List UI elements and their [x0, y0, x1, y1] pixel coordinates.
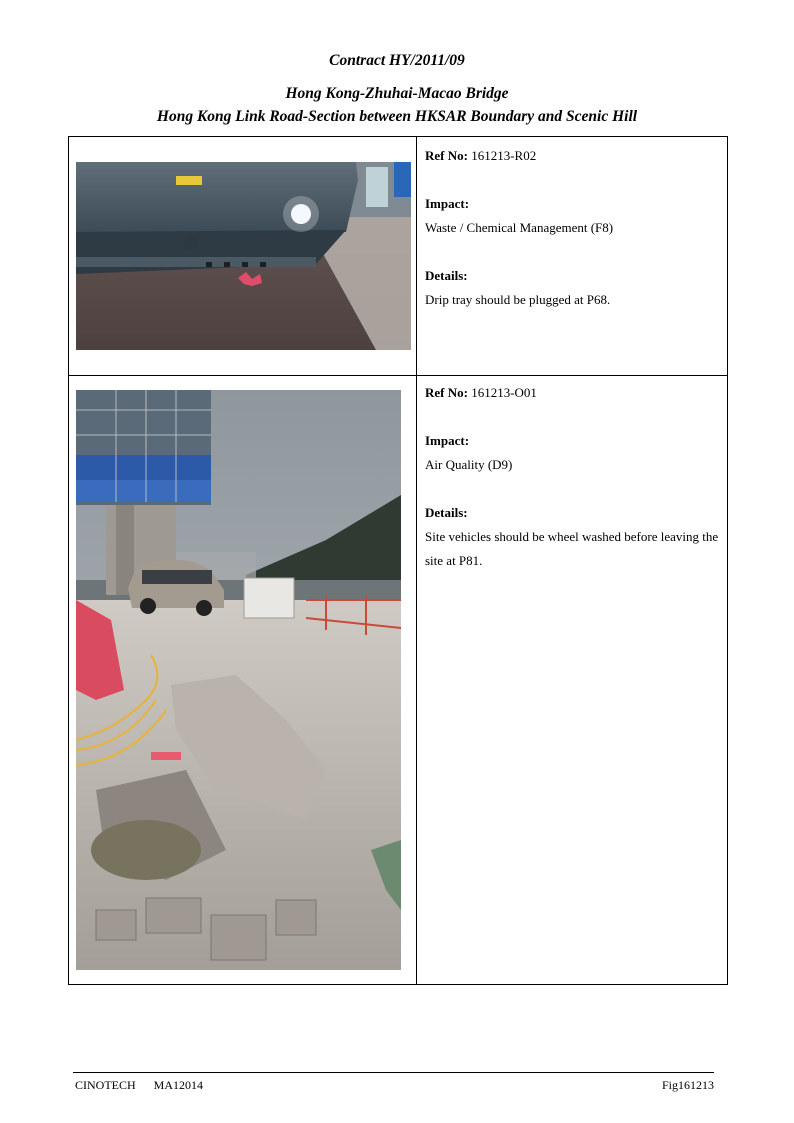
- details-label: Details:: [425, 505, 468, 520]
- impact-label: Impact:: [425, 433, 470, 448]
- section-title: Hong Kong Link Road-Section between HKSAR Boundary and Scenic Hill: [156, 108, 638, 125]
- column-divider: [416, 137, 417, 984]
- ref-label: Ref No:: [425, 148, 468, 163]
- footer-company: CINOTECH: [75, 1078, 136, 1092]
- ref-value: 161213-O01: [471, 385, 537, 400]
- row-divider: [69, 375, 727, 376]
- footer-report: MA12014: [153, 1078, 204, 1092]
- impact-label: Impact:: [425, 196, 470, 211]
- site-vehicle-photo: [76, 390, 401, 970]
- details-value: Drip tray should be plugged at P68.: [425, 292, 611, 307]
- footer-rule: [73, 1072, 714, 1073]
- details-label: Details:: [425, 268, 468, 283]
- details-value: Site vehicles should be wheel washed before leaving the site at P81.: [425, 529, 719, 568]
- impact-value: Air Quality (D9): [425, 457, 513, 472]
- impact-value: Waste / Chemical Management (F8): [425, 220, 614, 235]
- ref-value: 161213-R02: [471, 148, 537, 163]
- record-2-text: [425, 381, 725, 573]
- record-1-text: [425, 144, 725, 312]
- footer-figure: Fig161213: [661, 1078, 714, 1092]
- contract-title: Contract HY/2011/09: [329, 52, 465, 69]
- project-title: Hong Kong-Zhuhai-Macao Bridge: [285, 85, 509, 102]
- observation-table: [68, 136, 728, 985]
- footer-left: [75, 1078, 221, 1093]
- ref-label: Ref No:: [425, 385, 468, 400]
- drip-tray-photo: [76, 162, 411, 350]
